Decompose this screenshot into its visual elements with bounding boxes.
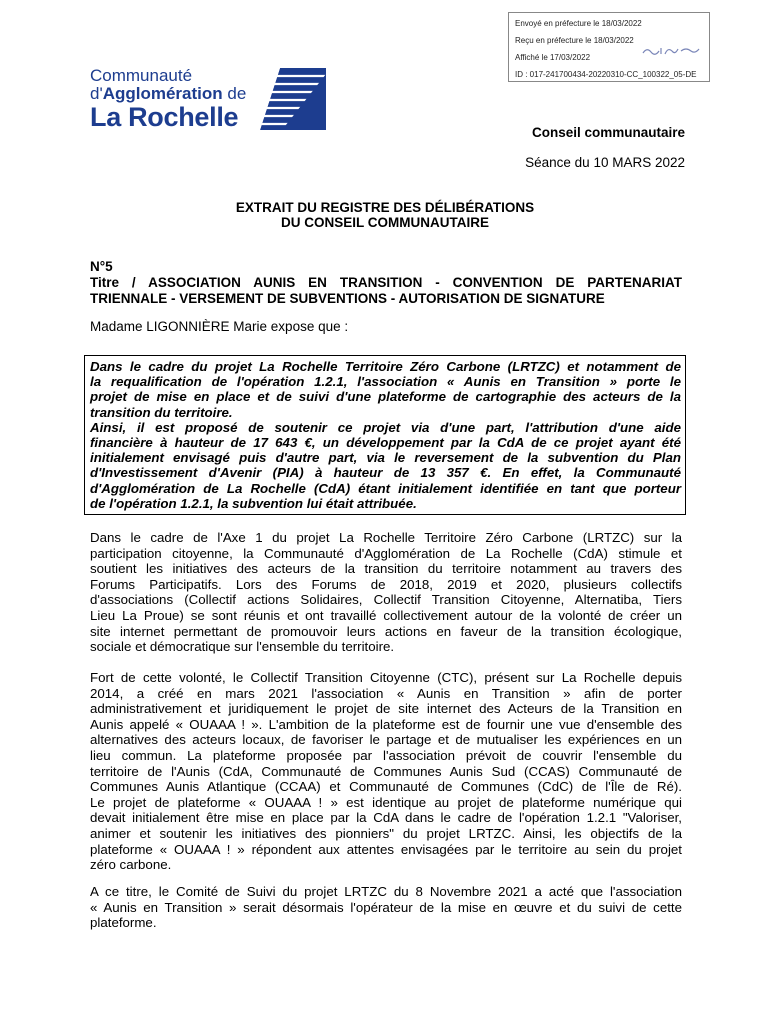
text-line: projet de mise en place et de suivi d'une plateforme de cartographie des acteurs de la bbox=[90, 389, 681, 405]
text-line: plateforme. bbox=[90, 915, 157, 931]
title-line-2: TRIENNALE - VERSEMENT DE SUBVENTIONS - AUTORISATION DE SIGNATURE bbox=[90, 291, 605, 306]
text-line: A ce titre, le Comité de Suivi du projet LRTZC du 8 Novembre 2021 a acté que l'association bbox=[90, 884, 682, 899]
text-line: d'Agglomération de La Rochelle (CdA) étant initialement identifiée en tant que porteur bbox=[90, 480, 681, 496]
logo-emblem-icon bbox=[260, 68, 326, 130]
text-line: alternatives des acteurs locaux, de favoriser le partage et de mutualiser les expériences en un bbox=[90, 732, 682, 748]
text-line: participation citoyenne, la Communauté d'Agglomération de La Rochelle (CdA) stimule et bbox=[90, 545, 682, 561]
stamp-received: Reçu en préfecture le 18/03/2022 bbox=[515, 36, 634, 45]
logo-line-1: Communauté bbox=[90, 66, 193, 85]
extract-heading-2: DU CONSEIL COMMUNAUTAIRE bbox=[281, 215, 489, 230]
body-paragraph-2 bbox=[90, 670, 682, 873]
session-date: Séance du 10 MARS 2022 bbox=[525, 155, 685, 170]
text-line: administrativement et juridiquement le projet de site internet des Acteurs de la Transition en bbox=[90, 701, 682, 717]
extract-heading-1: EXTRAIT DU REGISTRE DES DÉLIBÉRATIONS bbox=[235, 200, 535, 215]
text-line: animer et soutenir les initiatives des pionniers" du projet LRTZC. Ainsi, les objectifs de la bbox=[90, 825, 682, 841]
body-paragraph-1 bbox=[90, 530, 682, 655]
text-line: financière à hauteur de 17 643 €, un développement par la CdA de ce projet ayant été bbox=[90, 435, 681, 451]
council-heading: Conseil communautaire bbox=[531, 125, 685, 140]
text-line: initialement envisagé puis d'autre part, via le reversement de la subvention du Plan bbox=[90, 450, 681, 466]
text-line: 2014, a créé en mars 2021 l'association « Aunis en Transition » afin de porter bbox=[90, 685, 682, 701]
deliberation-title bbox=[90, 259, 682, 307]
text-line: d'associations (Collectif actions Solidaires, Collectif Transition Citoyenne, Alternatiba, Tiers bbox=[90, 592, 682, 608]
title-line-1: Titre / ASSOCIATION AUNIS EN TRANSITION - CONVENTION DE PARTENARIAT bbox=[90, 275, 682, 290]
stamp-posted: Affiché le 17/03/2022 bbox=[515, 53, 591, 62]
logo-line-2: d'Agglomération de bbox=[90, 84, 247, 103]
text-line: sociale et démocratique sur l'ensemble du territoire. bbox=[90, 639, 395, 655]
agglomeration-logo bbox=[90, 66, 330, 134]
text-line: Aunis appelé « OUAAA ! ». L'ambition de la plateforme est de fournir une vue d'ensemble des bbox=[90, 716, 682, 732]
text-line: Lieu La Proue) se sont réunis et ont travaillé collectivement autour de la volonté de créer un bbox=[90, 607, 682, 623]
text-line: lieu commun. La plateforme proposée par l'association prévoit de couvrir l'ensemble du bbox=[90, 747, 682, 763]
speaker-intro: Madame LIGONNIÈRE Marie expose que : bbox=[90, 319, 349, 334]
text-line: Fort de cette volonté, le Collectif Transition Citoyenne (CTC), présent sur La Rochelle depuis bbox=[90, 670, 682, 685]
deliberation-number: N°5 bbox=[90, 259, 113, 274]
text-line: la requalification de l'opération 1.2.1, l'association « Aunis en Transition » porte le bbox=[90, 374, 681, 390]
text-line: d'Investissement d'Avenir (PIA) à hauteur de 13 357 €. En effet, la Communauté bbox=[90, 465, 681, 481]
text-line: plateforme « OUAAA ! » répondent aux attentes envisagées par le territoire au sein du projet bbox=[90, 841, 682, 857]
text-line: de l'opération 1.2.1, la subvention lui était attribuée. bbox=[90, 495, 417, 511]
text-line: Dans le cadre du projet La Rochelle Territoire Zéro Carbone (LRTZC) et notamment de bbox=[90, 359, 681, 374]
logo-line-3: La Rochelle bbox=[90, 102, 239, 132]
stamp-id: ID : 017-241700434-20220310-CC_100322_05-DE bbox=[515, 70, 697, 79]
text-line: Le projet de plateforme « OUAAA ! » est identique au projet de plateforme numérique qui bbox=[90, 794, 682, 810]
summary-paragraph-2 bbox=[90, 420, 681, 511]
stamp-sent: Envoyé en préfecture le 18/03/2022 bbox=[515, 19, 642, 28]
text-line: zéro carbone. bbox=[90, 857, 172, 873]
text-line: Dans le cadre de l'Axe 1 du projet La Rochelle Territoire Zéro Carbone (LRTZC) sur la bbox=[90, 530, 682, 545]
text-line: site internet permettant de promouvoir leurs actions en faveur de la transition écologique, bbox=[90, 623, 682, 639]
summary-paragraph-1 bbox=[90, 359, 681, 420]
text-line: Ainsi, il est proposé de soutenir ce projet via d'une part, l'attribution d'une aide bbox=[90, 419, 681, 435]
summary-box bbox=[84, 355, 686, 515]
text-line: « Aunis en Transition » serait désormais l'opérateur de la mise en œuvre et du suivi de cette bbox=[90, 899, 682, 915]
text-line: territoire de l'Aunis (CdA, Communauté de Communes Aunis Sud (CCAS) Communauté de bbox=[90, 763, 682, 779]
prefecture-stamp bbox=[508, 12, 710, 82]
text-line: Communes Aunis Atlantique (CCAA) et Communauté de Communes (CdC) de l'Île de Ré). bbox=[90, 779, 682, 795]
text-line: devait initialement être mise en place par la CdA dans le cadre de l'opération 1.2.1 "Valoriser, bbox=[90, 810, 682, 826]
body-paragraph-3 bbox=[90, 884, 682, 931]
text-line: transition du territoire. bbox=[90, 404, 233, 420]
text-line: Forums Participatifs. Lors des Forums de 2018, 2019 et 2020, plusieurs collectifs bbox=[90, 576, 682, 592]
signature-icon bbox=[641, 45, 701, 57]
text-line: soutient les initiatives des acteurs de la transition du territoire notamment au travers des bbox=[90, 561, 682, 577]
